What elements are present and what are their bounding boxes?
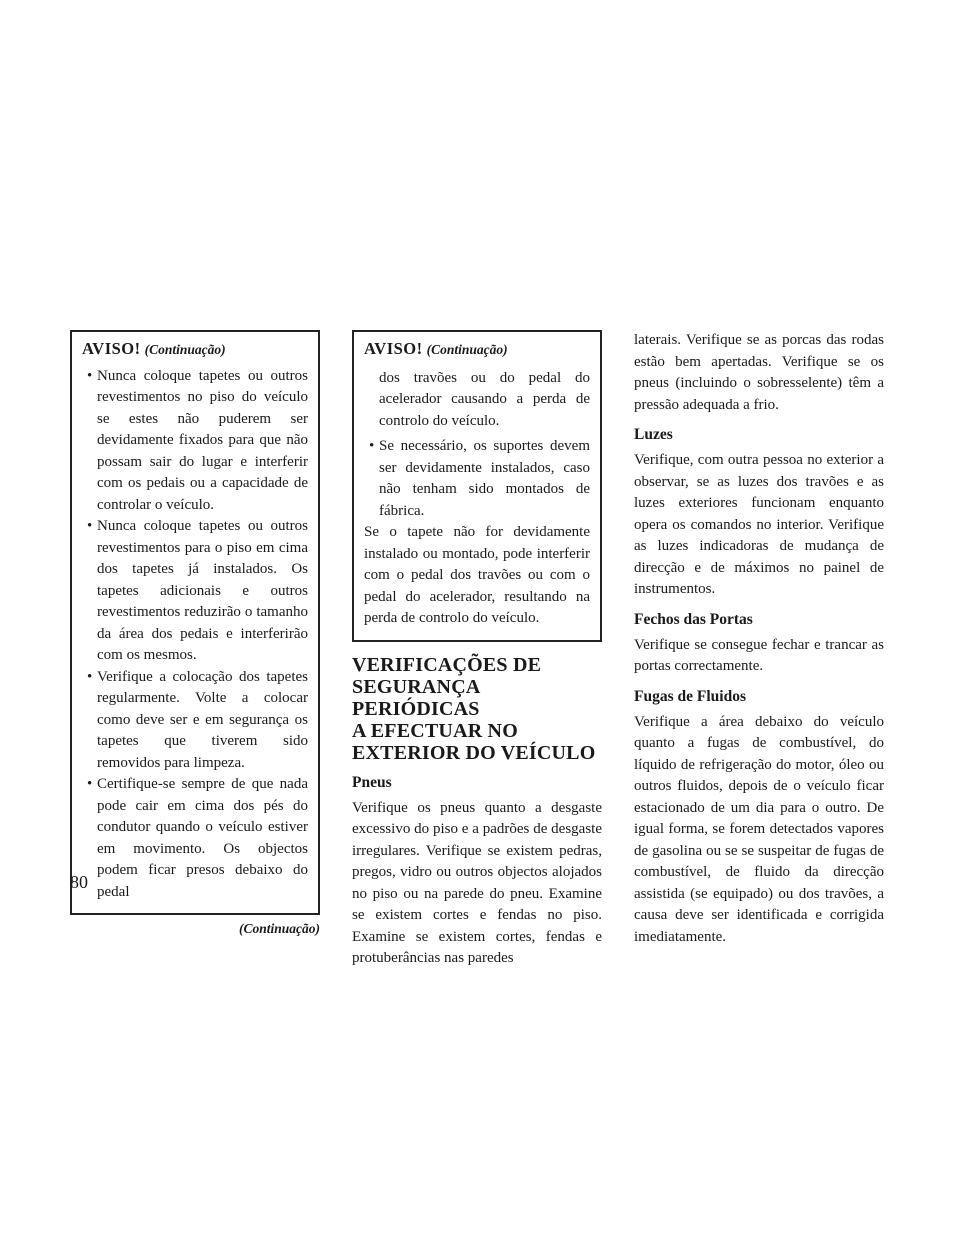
warning-title: AVISO!	[82, 339, 141, 358]
warning-continuation-label: (Continuação)	[144, 342, 226, 357]
subheading-fechos: Fechos das Portas	[634, 610, 753, 628]
subheading-pneus: Pneus	[352, 773, 392, 791]
warning-bullet: • Nunca coloque tapetes ou outros revestimentos para o piso em cima dos tapetes já instalados. Os tapetes adicionais e outros revestimentos reduzirão o tamanho da área dos pedais e interferirão com os mesmos.	[82, 516, 308, 667]
section-title-line: A EFECTUAR NO	[352, 719, 518, 742]
warning-bullet-list	[82, 366, 308, 904]
warning-bullet: • Nunca coloque tapetes ou outros revestimentos no piso do veículo se estes não puderem ser devidamente fixados para que não possam sair do lugar e interferir com os pedais ou a capacidade de controlar o veículo.	[82, 366, 308, 517]
right-column	[634, 330, 884, 954]
left-column	[70, 330, 320, 937]
paragraph-luzes: Verifique, com outra pessoa no exterior a observar, se as luzes dos travões e as luzes exteriores funcionam enquanto opera os comandos no interior. Verifique as luzes indicadoras de mudança de direcção e de máximos no painel de instrumentos.	[634, 452, 884, 597]
warning-bullet	[364, 436, 590, 522]
warning-bullet: • Verifique a colocação dos tapetes regularmente. Volte a colocar como deve ser e em segurança os tapetes que tiverem sido removidos para limpeza.	[82, 667, 308, 775]
paragraph-fechos: Verifique se consegue fechar e trancar as portas correctamente.	[634, 636, 884, 674]
warning-bullet-continued-text: Se o tapete não for devidamente instalado ou montado, pode interferir com o pedal dos travões ou com o pedal do acelerador, resultando na perda de controlo do veículo.	[364, 524, 590, 626]
subheading-fugas: Fugas de Fluidos	[634, 687, 746, 705]
warning-header	[364, 338, 590, 362]
warning-bullet-list	[364, 436, 590, 522]
section-title-line: SEGURANÇA PERIÓDICAS	[352, 675, 480, 720]
continuation-footer: (Continuação)	[238, 921, 320, 936]
warning-bullet-text: Se necessário, os suportes devem ser devidamente instalados, caso não tenham sido montados de fábrica.	[379, 438, 590, 519]
warning-box-2	[352, 330, 602, 642]
page-number: 80	[70, 872, 88, 892]
paragraph-fugas: Verifique a área debaixo do veículo quanto a fugas de combustível, do líquido de refrigeração do motor, óleo ou outros fluidos, depois de o veículo ficar estacionado de um dia para o outro. De igual forma, se forem detectados vapores de gasolina ou se se suspeitar de fugas de combustível, de fluido da direcção assistida (se equipado) ou dos travões, a causa deve ser identificada e corrigida imediatamente.	[634, 713, 884, 945]
section-title-line: EXTERIOR DO VEÍCULO	[352, 741, 596, 764]
paragraph-pneus: Verifique os pneus quanto a desgaste excessivo do piso e a padrões de desgaste irregulares. Verifique se existem pedras, pregos, vidro ou outros objectos alojados no piso ou na parede do pneu. Examine se existem cortes e fendas no piso. Examine se existem cortes, fendas e protuberâncias nas paredes	[352, 799, 602, 966]
warning-continuation-label: (Continuação)	[426, 342, 508, 357]
paragraph-pneus-continued: laterais. Verifique se as porcas das rodas estão bem apertadas. Verifique se os pneus (incluindo o sobresselente) têm a pressão adequada a frio.	[634, 332, 884, 413]
warning-bullet: • Certifique-se sempre de que nada pode cair em cima dos pés do condutor quando o veículo estiver em movimento. Os objectos podem ficar presos debaixo do pedal	[82, 774, 308, 903]
subheading-luzes: Luzes	[634, 426, 673, 443]
section-title-line: VERIFICAÇÕES DE	[352, 653, 542, 676]
section-title	[352, 654, 602, 764]
warning-box-1	[70, 330, 320, 915]
middle-column	[352, 330, 602, 976]
warning-title: AVISO!	[364, 339, 423, 358]
warning-continued-text: dos travões ou do pedal do acelerador causando a perda de controlo do veículo.	[379, 369, 590, 429]
warning-header	[82, 338, 308, 362]
